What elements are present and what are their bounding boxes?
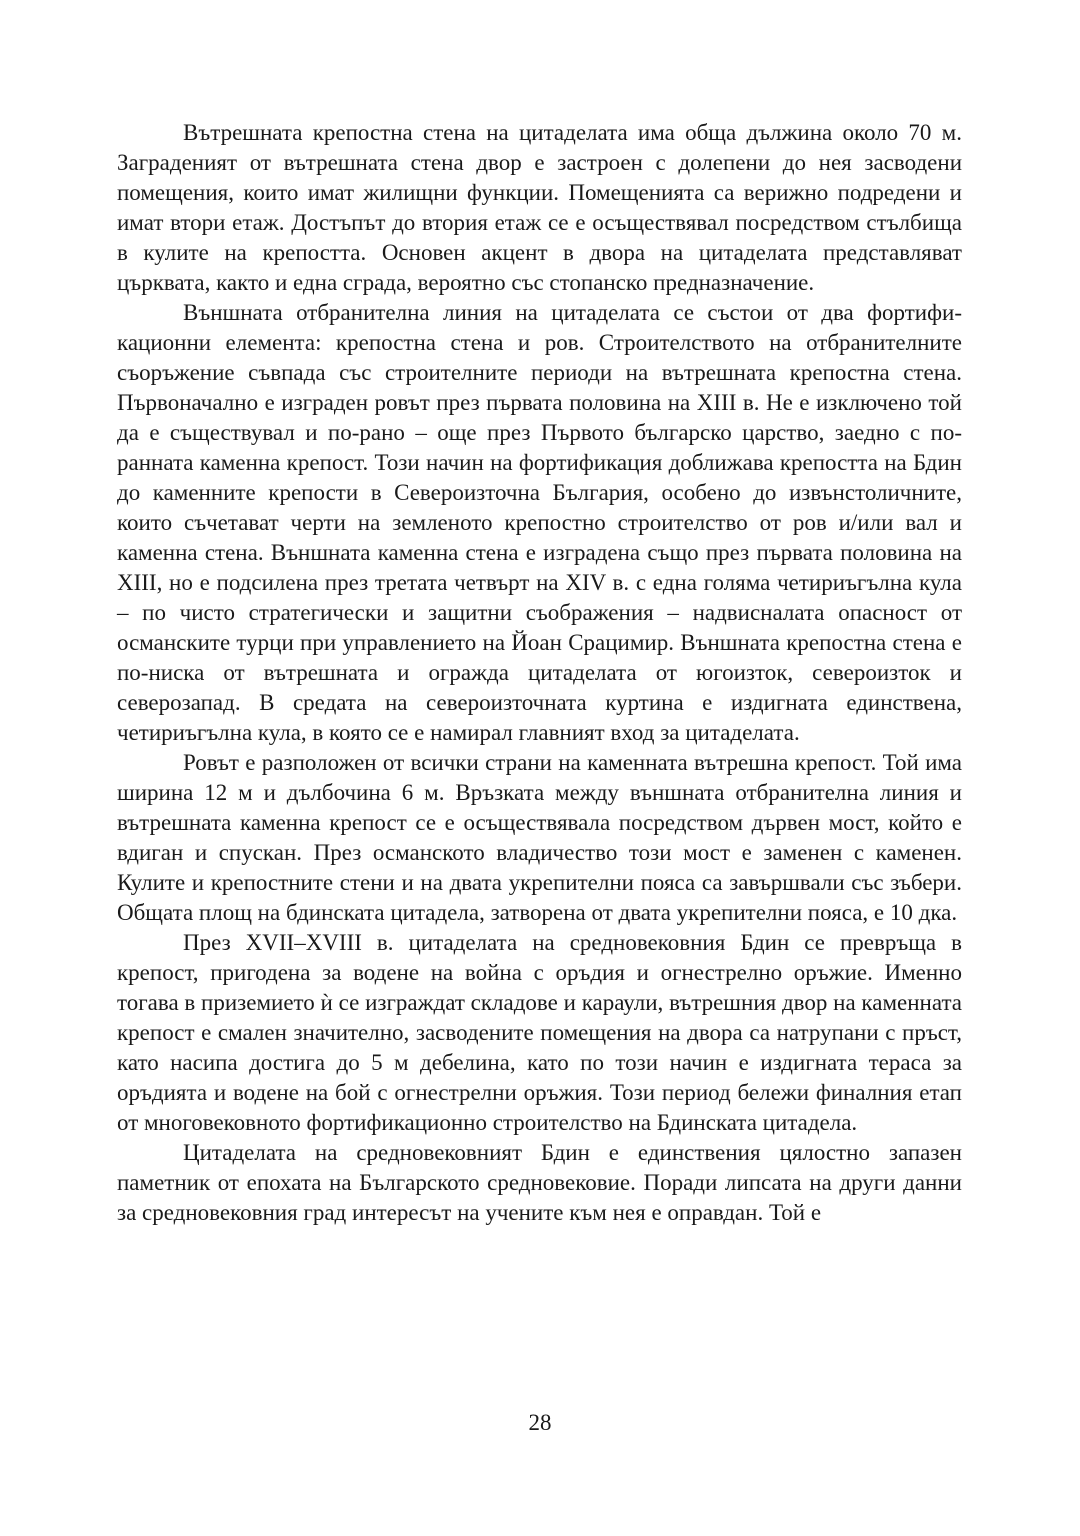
paragraph-citadel-monument: Цитаделата на средновековният Бдин е единствения цялостно запазен паметник от епохата на Българското средновековие. Поради липсата на други данни за средновековния град интересът на учените към нея е оправдан. Той е bbox=[117, 1140, 962, 1225]
paragraph-moat: Ровът е разположен от всички страни на каменната вътрешна крепост. Той има ширина 12 м и дълбочина 6 м. Връзката между външната отбранителна линия и вътрешната каменна крепост се е осъществявала посредством дървен мост, който е вдиган и спускан. През османското владичество този мост е заменен с каменен. Кулите и крепостните стени и на двата укрепителни пояса са завършвали със зъбери. Общата площ на бдинската цитадела, затворена от двата укрепителни пояса, е 10 дка. bbox=[117, 750, 962, 925]
paragraph-inner-wall: Вътрешната крепостна стена на цитаделата има обща дължина около 70 м. Заграденият от вътрешната стена двор е застроен с долепени до нея засводени помещения, които имат жилищни функции. Помещенията са верижно подредени и имат втори етаж. Достъпът до втория етаж се е осъществявал посредством стълбища в кулите на крепостта. Основен акцент в двора на цитаделата представляват църквата, както и една сграда, вероятно със стопанско предназначение. bbox=[117, 120, 962, 295]
page-number: 28 bbox=[528, 1410, 552, 1435]
paragraph-17th-18th-century: През XVII–XVIII в. цитаделата на средновековния Бдин се превръща в крепост, пригодена за водене на война с оръдия и огнестрелно оръжие. Именно тогава в приземието ѝ се изграждат складове и караули, вътрешния двор на каменната крепост е смален значително, засводените помещения на двора са натрупани с пръст, като насипа достига до 5 м дебелина, като по този начин е издигната тераса за оръдията и водене на бой с огнестрелни оръжия. Този период бележи финалния етап от многовековното фортификационно строителство на Бдинската цитадела. bbox=[117, 930, 962, 1135]
page-body bbox=[117, 118, 962, 1228]
paragraph-outer-defense-line: Външната отбранителна линия на цитаделата се състои от два фортификационни елемента: крепостна стена и ров. Строителството на отбранителните съоръжение съвпада със строителните периоди на вътрешната крепостна стена. Първоначално е изграден ровът през първата половина на XIII в. Не е изключено той да е съществувал и по-рано – още през Първото българско царство, заедно с по-ранната каменна крепост. Този начин на фортификация доближава крепостта на Бдин до каменните крепости в Североизточна България, особено до извънстоличните, които съчетават черти на земленото крепостно строителство от ров и/или вал и каменна стена. Външната каменна стена е изградена също през първата половина на XIII, но е подсилена през третата четвърт на XIV в. с една голяма четириъгълна кула – по чисто стратегически и защитни съображения – надвисналата опасност от османските турци при управлението на Йоан Срацимир. Външната крепостна стена е по-ниска от вътрешната и огражда цитаделата от югоизток, североизток и северозапад. В средата на североизточната куртина е издигната единствена, четириъгълна кула, в която се е намирал главният вход за цитаделата. bbox=[117, 300, 962, 745]
